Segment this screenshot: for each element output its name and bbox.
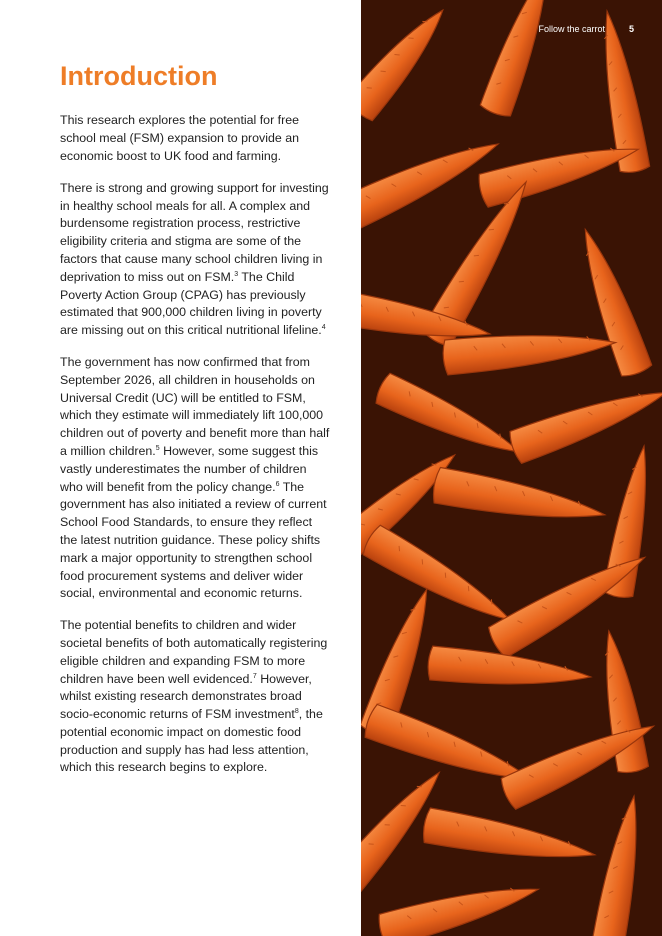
paragraph-text: This research explores the potential for free school meal (FSM) expansion to provide an economic boost to UK food and farming. [60,113,299,163]
paragraph-2 [60,180,330,340]
page-title: Introduction [60,61,218,91]
page-number: 5 [628,24,634,34]
paragraph-1 [60,112,330,165]
running-title: Follow the carrot [538,24,605,34]
carrots-illustration [361,0,662,936]
footnote-ref[interactable]: 3 [234,270,239,278]
paragraph-text: There is strong and growing support for investing in healthy school meals for all. A complex and burdensome registration process, restrictive eligibility criteria and stigma are some of the factors that cause many school children living in deprivation to miss out on FSM. [60,180,329,284]
paragraph-text: The government has now confirmed that from September 2026, all children in households on Universal Credit (UC) will be entitled to FSM, which they estimate will immediately lift 100,000 children out of poverty and benefit more than half a million children. [60,354,330,458]
paragraph-4 [60,617,330,777]
paragraph-3 [60,354,330,603]
footnote-ref[interactable]: 4 [321,324,326,332]
footnote-ref[interactable]: 7 [252,672,257,680]
footnote-ref[interactable]: 6 [275,480,280,488]
paragraph-text: However, some suggest this vastly underestimates the number of children who will benefit from the policy change. [60,443,319,494]
main-text-column [60,60,330,791]
footnote-ref[interactable]: 8 [294,707,299,715]
paragraph-text: , the potential economic impact on domestic food production and supply has had less attention, which this research begins to explore. [60,707,323,775]
running-header [538,24,634,34]
paragraph-text: The government has also initiated a review of current School Food Standards, to ensure they reflect the latest nutrition guidance. These policy shifts mark a major opportunity to strengthen school food procurement systems and deliver wider social, environmental and economic returns. [60,479,327,601]
paragraph-text: However, whilst existing research demonstrates broad socio-economic returns of FSM investment [60,671,312,722]
carrots-photo [361,0,662,936]
footnote-ref[interactable]: 5 [155,444,160,452]
paragraph-text: The potential benefits to children and wider societal benefits of both automatically registering eligible children and expanding FSM to more children have been well evidenced. [60,618,328,686]
paragraph-text: The Child Poverty Action Group (CPAG) has previously estimated that 900,000 children living in poverty are missing out on this critical nutritional lifeline. [60,269,322,338]
